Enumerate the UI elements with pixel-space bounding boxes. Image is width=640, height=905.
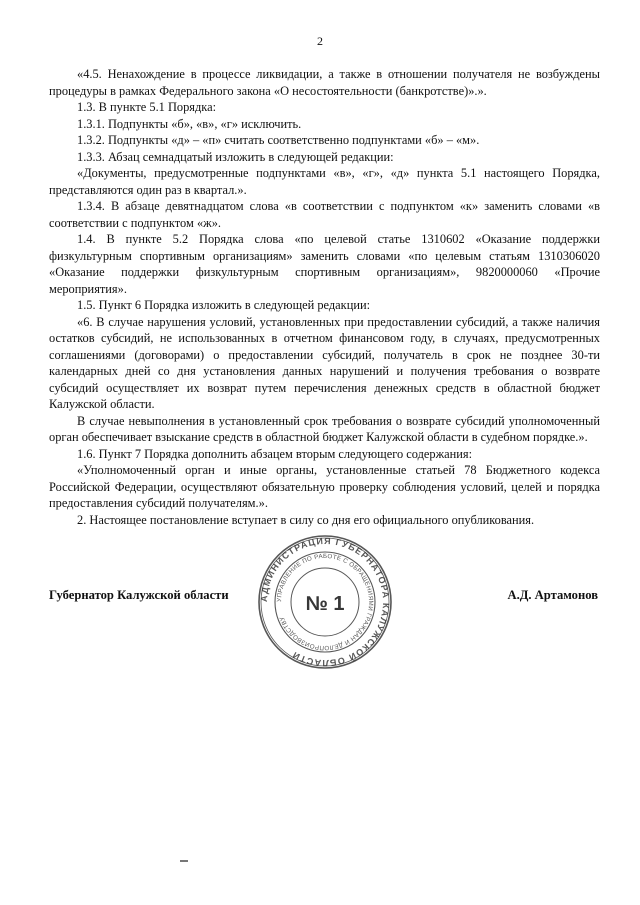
- signatory-name: А.Д. Артамонов: [507, 588, 598, 602]
- paragraph: В случае невыполнения в установленный срок требования о возврате субсидий уполномоченный орган обеспечивает взыскание средств в областной бюджет Калужской области в судебном порядке.».: [49, 413, 600, 444]
- paragraph: 1.3.4. В абзаце девятнадцатом слова «в соответствии с подпунктом «к» заменить словами «в соответствии с подпунктом «ж».: [49, 199, 600, 230]
- paragraph: 2. Настоящее постановление вступает в силу со дня его официального опубликования.: [77, 512, 535, 527]
- paragraph: 1.3.1. Подпункты «б», «в», «г» исключить.: [77, 116, 302, 131]
- paragraph: «Уполномоченный орган и иные органы, установленные статьей 78 Бюджетного кодекса Российской Федерации, осуществляют обязательную проверку соблюдения условий, целей и порядка предоставления субсидий получателям.».: [49, 463, 600, 510]
- paragraph: 1.6. Пункт 7 Порядка дополнить абзацем вторым следующего содержания:: [77, 446, 473, 461]
- stamp-number: № 1: [305, 593, 345, 615]
- official-stamp: [250, 535, 400, 670]
- page-number: 2: [317, 34, 323, 48]
- document-body: [49, 66, 600, 528]
- signatory-title: Губернатор Калужской области: [49, 588, 229, 602]
- paragraph: 1.3.3. Абзац семнадцатый изложить в следующей редакции:: [77, 149, 394, 164]
- paragraph: «4.5. Ненахождение в процессе ликвидации, а также в отношении получателя не возбуждены процедуры в рамках Федерального закона «О несостоятельности (банкротстве)».».: [49, 67, 600, 98]
- paragraph: «6. В случае нарушения условий, установленных при предоставлении субсидий, а также наличия остатков субсидий, не использованных в отчетном финансовом году, в случаях, предусмотренных соглашениями (договорами) о предоставлении субсидий, получатель в срок не позднее 30-ти календарных дней со дня установления данных нарушений и получения требования о возврате субсидий осуществляет их возврат путем перечисления денежных средств в областной бюджет Калужской области.: [49, 314, 600, 411]
- margin-mark: [180, 860, 188, 862]
- stamp-outer-text: АДМИНИСТРАЦИЯ ГУБЕРНАТОРА КАЛУЖСКОЙ ОБЛАСТИ: [258, 535, 392, 669]
- stamp-inner-text: УПРАВЛЕНИЕ ПО РАБОТЕ С ОБРАЩЕНИЯМИ ГРАЖДАН И ДЕЛОПРОИЗВОДСТВУ: [275, 552, 375, 652]
- paragraph: 1.4. В пункте 5.2 Порядка слова «по целевой статье 1310602 «Оказание поддержки физкультурным спортивным организациям» заменить словами «по целевым статьям 1310306020 «Оказание поддержки физкультурным спортивным организациям», 9820000060 «Прочие мероприятия».: [49, 232, 600, 296]
- paragraph: «Документы, предусмотренные подпунктами «в», «г», «д» пункта 5.1 настоящего Порядка, представляются один раз в квартал.».: [49, 166, 600, 197]
- paragraph: 1.3.2. Подпункты «д» – «п» считать соответственно подпунктами «б» – «м».: [77, 133, 480, 147]
- paragraph: 1.5. Пункт 6 Порядка изложить в следующей редакции:: [77, 298, 371, 312]
- paragraph: 1.3. В пункте 5.1 Порядка:: [77, 100, 217, 114]
